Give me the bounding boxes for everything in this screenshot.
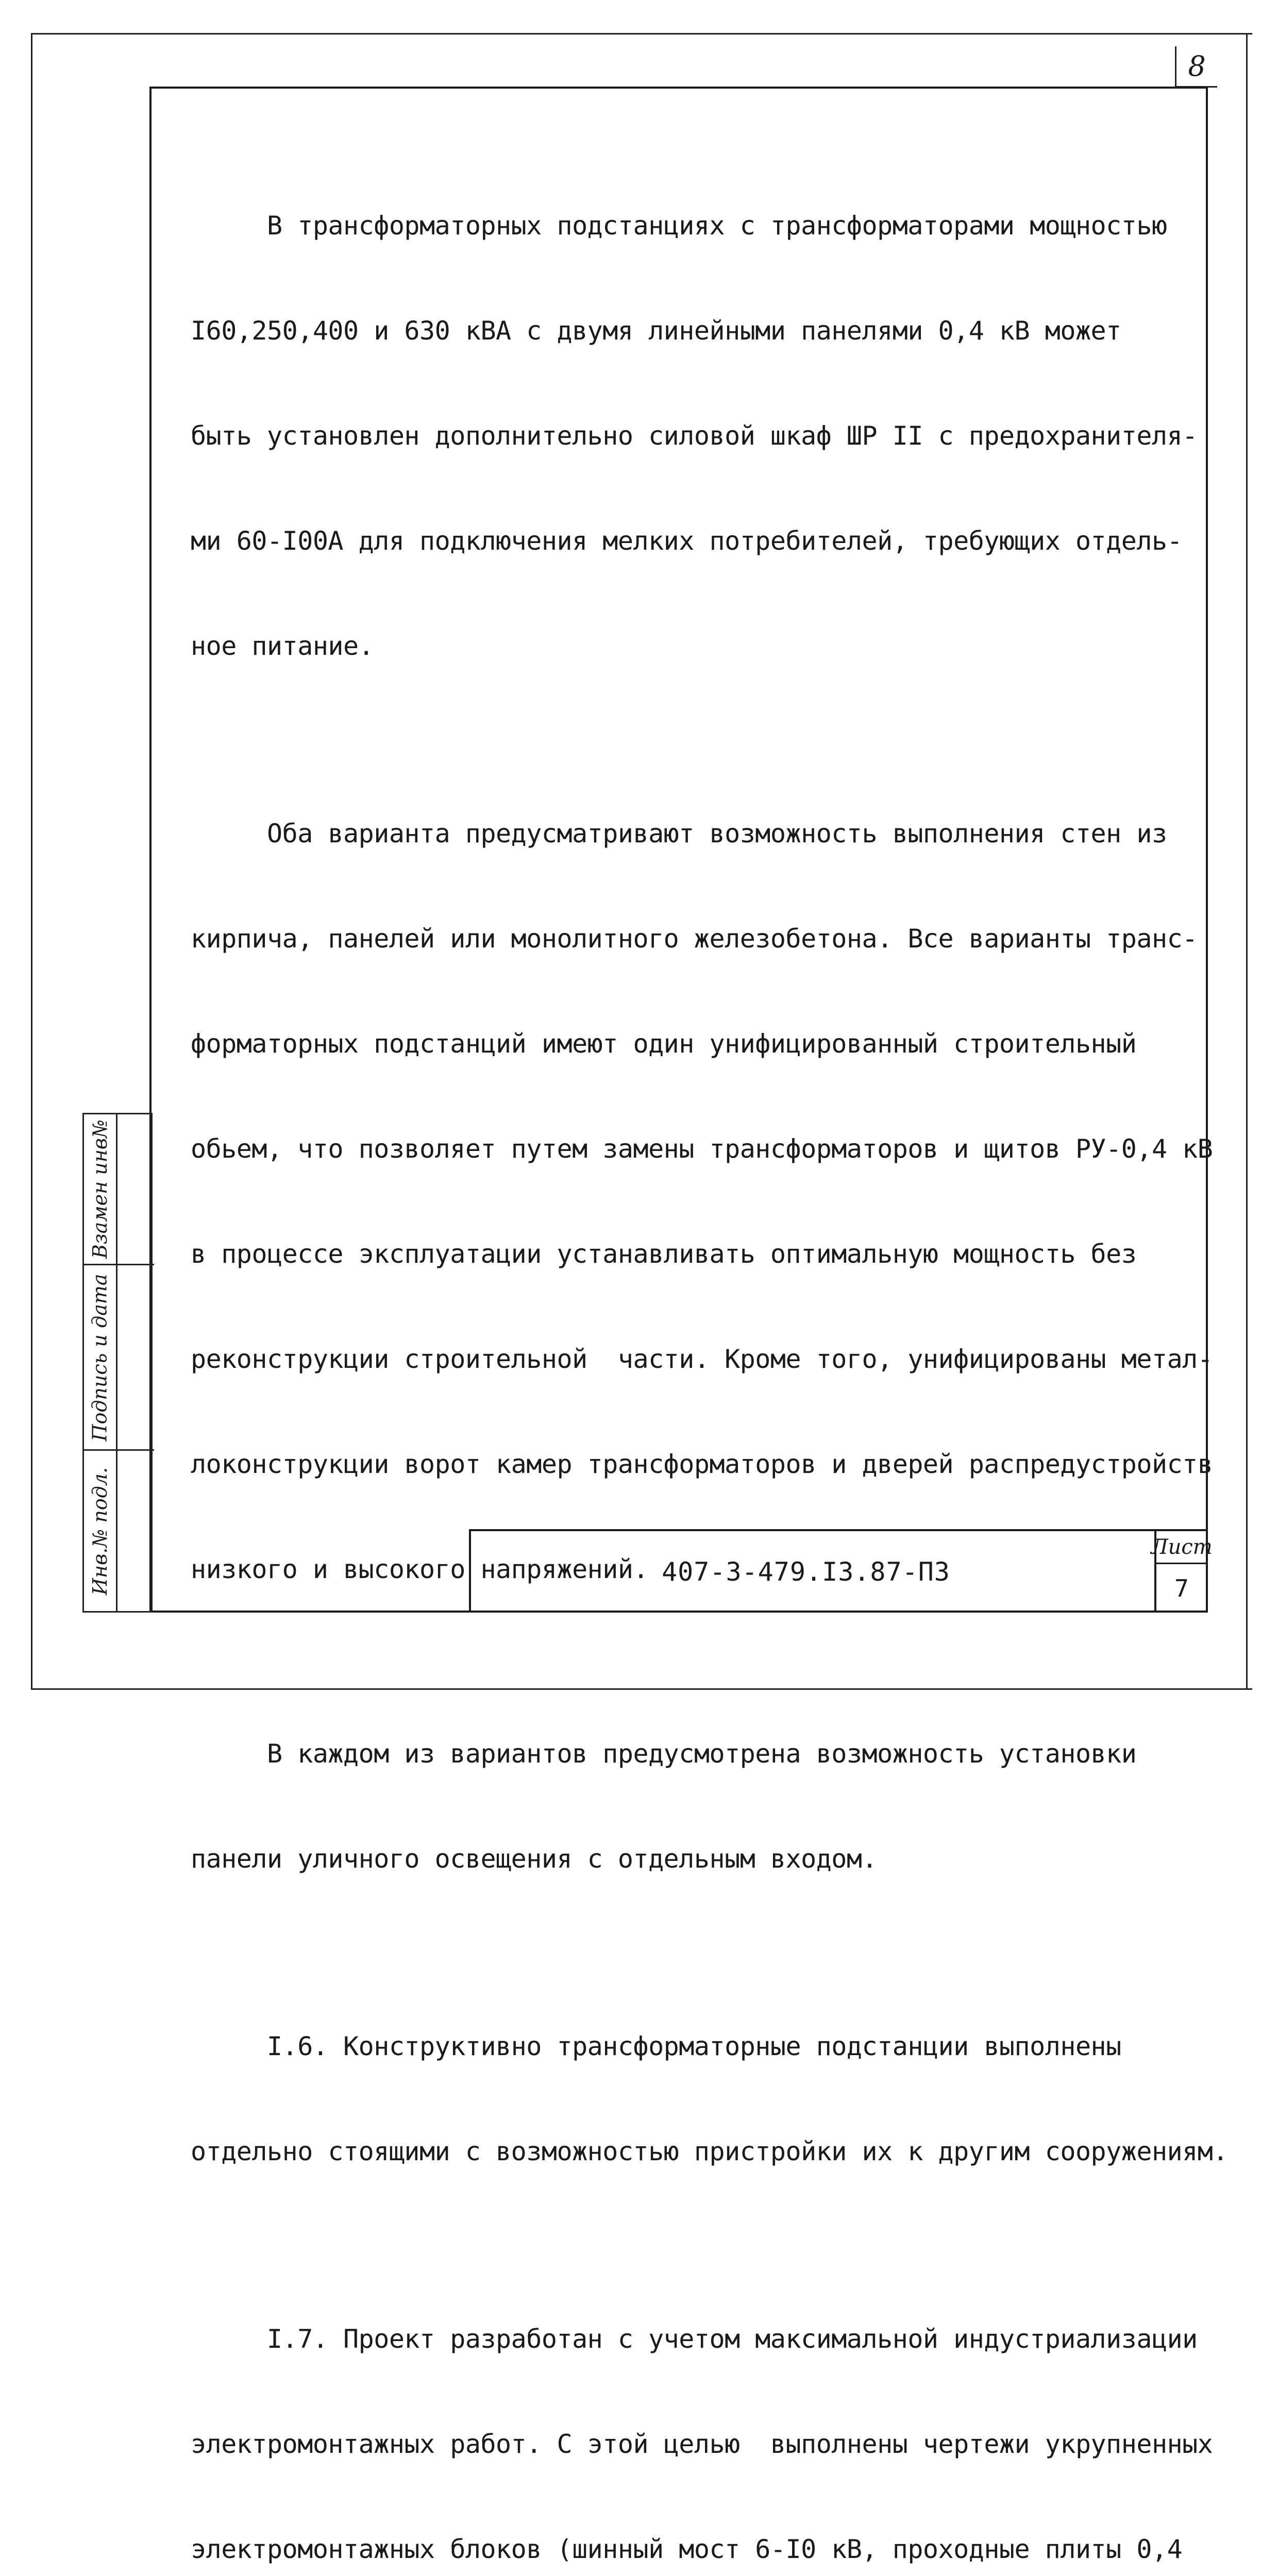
text-line: в процессе эксплуатации устанавливать оптимальную мощность без — [191, 1239, 1137, 1269]
text-line: кирпича, панелей или монолитного железобетона. Все варианты транс- — [191, 924, 1198, 954]
text-line: локонструкции ворот камер трансформаторов и дверей распредустройств — [191, 1449, 1213, 1479]
paragraph — [191, 1666, 1201, 1946]
stamp-label — [84, 1265, 116, 1449]
text-line: І60,250,400 и 630 кВА с двумя линейными панелями 0,4 кВ может — [191, 316, 1121, 346]
stamp-label-text: Взамен инв№ — [89, 1120, 111, 1259]
stamp-cell-replaced-inv — [84, 1114, 154, 1264]
text-line: Оба варианта предусматривают возможность выполнения стен из — [191, 819, 1167, 849]
document-code: 407-3-479.І3.87-ПЗ — [662, 1557, 950, 1587]
text-line: быть установлен дополнительно силовой шкаф ШР ІІ с предохранителя- — [191, 421, 1198, 451]
text-line: реконструкции строительной части. Кроме того, унифицированы метал- — [191, 1344, 1213, 1374]
paragraph — [191, 138, 1201, 734]
side-stamp — [82, 1113, 153, 1613]
sheet-number: 7 — [1174, 1574, 1189, 1602]
text-line: обьем, что позволяет путем замены трансформаторов и щитов РУ-0,4 кВ — [191, 1134, 1213, 1164]
paragraph — [191, 1959, 1228, 2239]
text-line: І.7. Проект разработан с учетом максимальной индустриализации — [191, 2324, 1198, 2354]
text-line: форматорных подстанций имеют один унифицированный строительный — [191, 1029, 1137, 1059]
stamp-label — [84, 1451, 116, 1611]
document-body — [191, 138, 1228, 2576]
text-line: В трансформаторных подстанциях с трансформаторами мощностью — [191, 211, 1167, 241]
stamp-label-text: Инв.№ подл. — [89, 1467, 111, 1595]
title-block — [469, 1529, 1213, 1613]
sheet-box — [1151, 1531, 1213, 1613]
text-line: ное питание. — [191, 631, 374, 661]
stamp-cell-inv-original — [84, 1449, 154, 1611]
paragraph — [191, 2251, 1213, 2576]
text-line: низкого и высокого напряжений. — [191, 1554, 649, 1584]
text-line: отдельно стоящими с возможностью пристройки их к другим сооружениям. — [191, 2137, 1228, 2166]
stamp-label-text: Подпись и дата — [89, 1273, 112, 1442]
sheet-label: Лист — [1156, 1531, 1207, 1564]
text-line: І.6. Конструктивно трансформаторные подстанции выполнены — [191, 2031, 1121, 2061]
outer-frame-right-edge — [1246, 33, 1248, 1690]
text-line: электромонтажных блоков (шинный мост 6-І0 кВ, проходные плиты 0,4 — [191, 2534, 1183, 2564]
text-line: ми 60-І00А для подключения мелких потребителей, требующих отдель- — [191, 526, 1183, 556]
paragraph — [191, 746, 1213, 1657]
text-line: электромонтажных работ. С этой целью выполнены чертежи укрупненных — [191, 2429, 1213, 2459]
stamp-label — [84, 1114, 116, 1264]
page-corner-number: 8 — [1175, 46, 1217, 88]
text-line: панели уличного освещения с отдельным входом. — [191, 1844, 878, 1874]
text-line: В каждом из вариантов предусмотрена возможность установки — [191, 1739, 1137, 1769]
stamp-cell-signature-date — [84, 1264, 154, 1449]
